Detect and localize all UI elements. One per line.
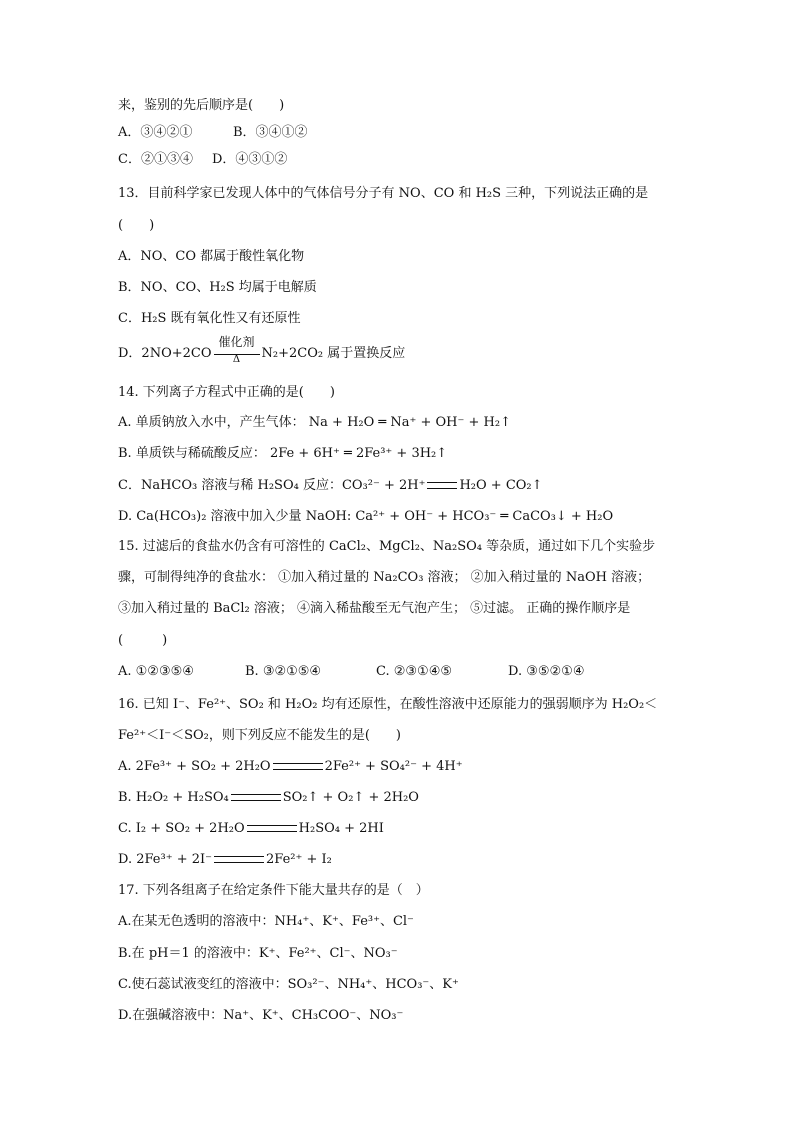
equals-sign bbox=[214, 856, 264, 863]
option-a-q14: A. 单质钠放入水中，产生气体： Na + H₂O ═ Na⁺ + OH⁻ + H₂↑ bbox=[118, 415, 511, 430]
question-14: 14. 下列离子方程式中正确的是( ) bbox=[118, 385, 335, 400]
question-13-blank: ( ) bbox=[118, 218, 155, 233]
option-d-q12: D．④③①② bbox=[212, 152, 288, 167]
option-b-q17: B.在 pH＝1 的溶液中：K⁺、Fe²⁺、Cl⁻、NO₃⁻ bbox=[118, 946, 398, 961]
option-d-q16-right: 2Fe²⁺ + I₂ bbox=[266, 852, 332, 867]
question-15-blank: ( ) bbox=[118, 633, 168, 648]
question-15-line2: 骤，可制得纯净的食盐水： ①加入稍过量的 Na₂CO₃ 溶液； ②加入稍过量的 NaOH 溶液； bbox=[118, 570, 651, 585]
question-15-line3: ③加入稍过量的 BaCl₂ 溶液； ④滴入稀盐酸至无气泡产生； ⑤过滤。 正确的操作顺序是 bbox=[118, 601, 631, 616]
option-b-q16-right: SO₂↑ + O₂↑ + 2H₂O bbox=[282, 790, 419, 805]
option-b-q16 bbox=[118, 789, 419, 807]
question-16: 16. 已知 I⁻、Fe²⁺、SO₂ 和 H₂O₂ 均有还原性，在酸性溶液中还原能力的强弱顺序为 H₂O₂＜ bbox=[118, 697, 658, 712]
option-d-q16 bbox=[118, 851, 332, 869]
option-c-q16-left: C. I₂ + SO₂ + 2H₂O bbox=[118, 821, 245, 836]
option-d-q14: D. Ca(HCO₃)₂ 溶液中加入少量 NaOH: Ca²⁺ + OH⁻ + HCO₃⁻ ═ CaCO₃↓ + H₂O bbox=[118, 509, 614, 524]
option-b-q16-left: B. H₂O₂ + H₂SO₄ bbox=[118, 790, 229, 805]
option-d-q17: D.在强碱溶液中：Na⁺、K⁺、CH₃COO⁻、NO₃⁻ bbox=[118, 1008, 404, 1023]
option-b-q13: B．NO、CO、H₂S 均属于电解质 bbox=[118, 280, 317, 295]
option-d-q15: D. ③⑤②①④ bbox=[508, 664, 585, 679]
option-c-q12: C．②①③④ bbox=[118, 152, 193, 167]
option-d-q16-left: D. 2Fe³⁺ + 2I⁻ bbox=[118, 852, 212, 867]
option-b-q15: B. ③②①⑤④ bbox=[245, 664, 322, 679]
option-b-q14: B. 单质铁与稀硫酸反应： 2Fe + 6H⁺ ═ 2Fe³⁺ + 3H₂↑ bbox=[118, 446, 448, 461]
option-c-q16 bbox=[118, 820, 384, 838]
equals-sign bbox=[273, 763, 323, 770]
option-a-q16 bbox=[118, 758, 463, 776]
option-c-q13: C．H₂S 既有氧化性又有还原性 bbox=[118, 311, 301, 326]
option-c-q15: C. ②③①④⑤ bbox=[376, 664, 453, 679]
question-17: 17. 下列各组离子在给定条件下能大量共存的是（ ） bbox=[118, 883, 429, 898]
option-c-q17: C.使石蕊试液变红的溶液中：SO₃²⁻、NH₄⁺、HCO₃⁻、K⁺ bbox=[118, 977, 459, 992]
question-16-line2: Fe²⁺＜I⁻＜SO₂，则下列反应不能发生的是( ) bbox=[118, 728, 401, 743]
option-a-q17: A.在某无色透明的溶液中：NH₄⁺、K⁺、Fe³⁺、Cl⁻ bbox=[118, 914, 414, 929]
question-15: 15. 过滤后的食盐水仍含有可溶性的 CaCl₂、MgCl₂、Na₂SO₄ 等杂质，通过如下几个实验步 bbox=[118, 539, 656, 554]
option-a-q12: A．③④②① bbox=[118, 125, 193, 140]
option-d-q13-left: D．2NO+2CO bbox=[118, 346, 212, 361]
option-d-q13 bbox=[118, 335, 406, 365]
option-c-q16-right: H₂SO₄ + 2HI bbox=[298, 821, 384, 836]
equals-sign bbox=[427, 482, 457, 489]
option-b-q12: B．③④①② bbox=[233, 125, 308, 140]
option-d-q13-right: N₂+2CO₂ 属于置换反应 bbox=[261, 346, 406, 361]
option-a-q13: A．NO、CO 都属于酸性氧化物 bbox=[118, 249, 305, 264]
option-c-q14-left: C．NaHCO₃ 溶液与稀 H₂SO₄ 反应：CO₃²⁻ + 2H⁺ bbox=[118, 478, 426, 493]
option-a-q16-right: 2Fe²⁺ + SO₄²⁻ + 4H⁺ bbox=[324, 759, 463, 774]
option-a-q15: A. ①②③⑤④ bbox=[118, 664, 194, 679]
line-intro: 来，鉴别的先后顺序是( ) bbox=[118, 98, 285, 113]
heat-label: Δ bbox=[232, 354, 241, 365]
option-c-q14 bbox=[118, 477, 543, 495]
catalyst-label: 催化剂 bbox=[218, 335, 255, 349]
option-a-q16-left: A. 2Fe³⁺ + SO₂ + 2H₂O bbox=[118, 759, 271, 774]
catalyst-arrow bbox=[212, 335, 262, 365]
equals-sign bbox=[231, 794, 281, 801]
option-c-q14-right: H₂O + CO₂↑ bbox=[459, 478, 543, 493]
equals-sign bbox=[247, 825, 297, 832]
question-13: 13．目前科学家已发现人体中的气体信号分子有 NO、CO 和 H₂S 三种，下列说法正确的是 bbox=[118, 186, 649, 201]
